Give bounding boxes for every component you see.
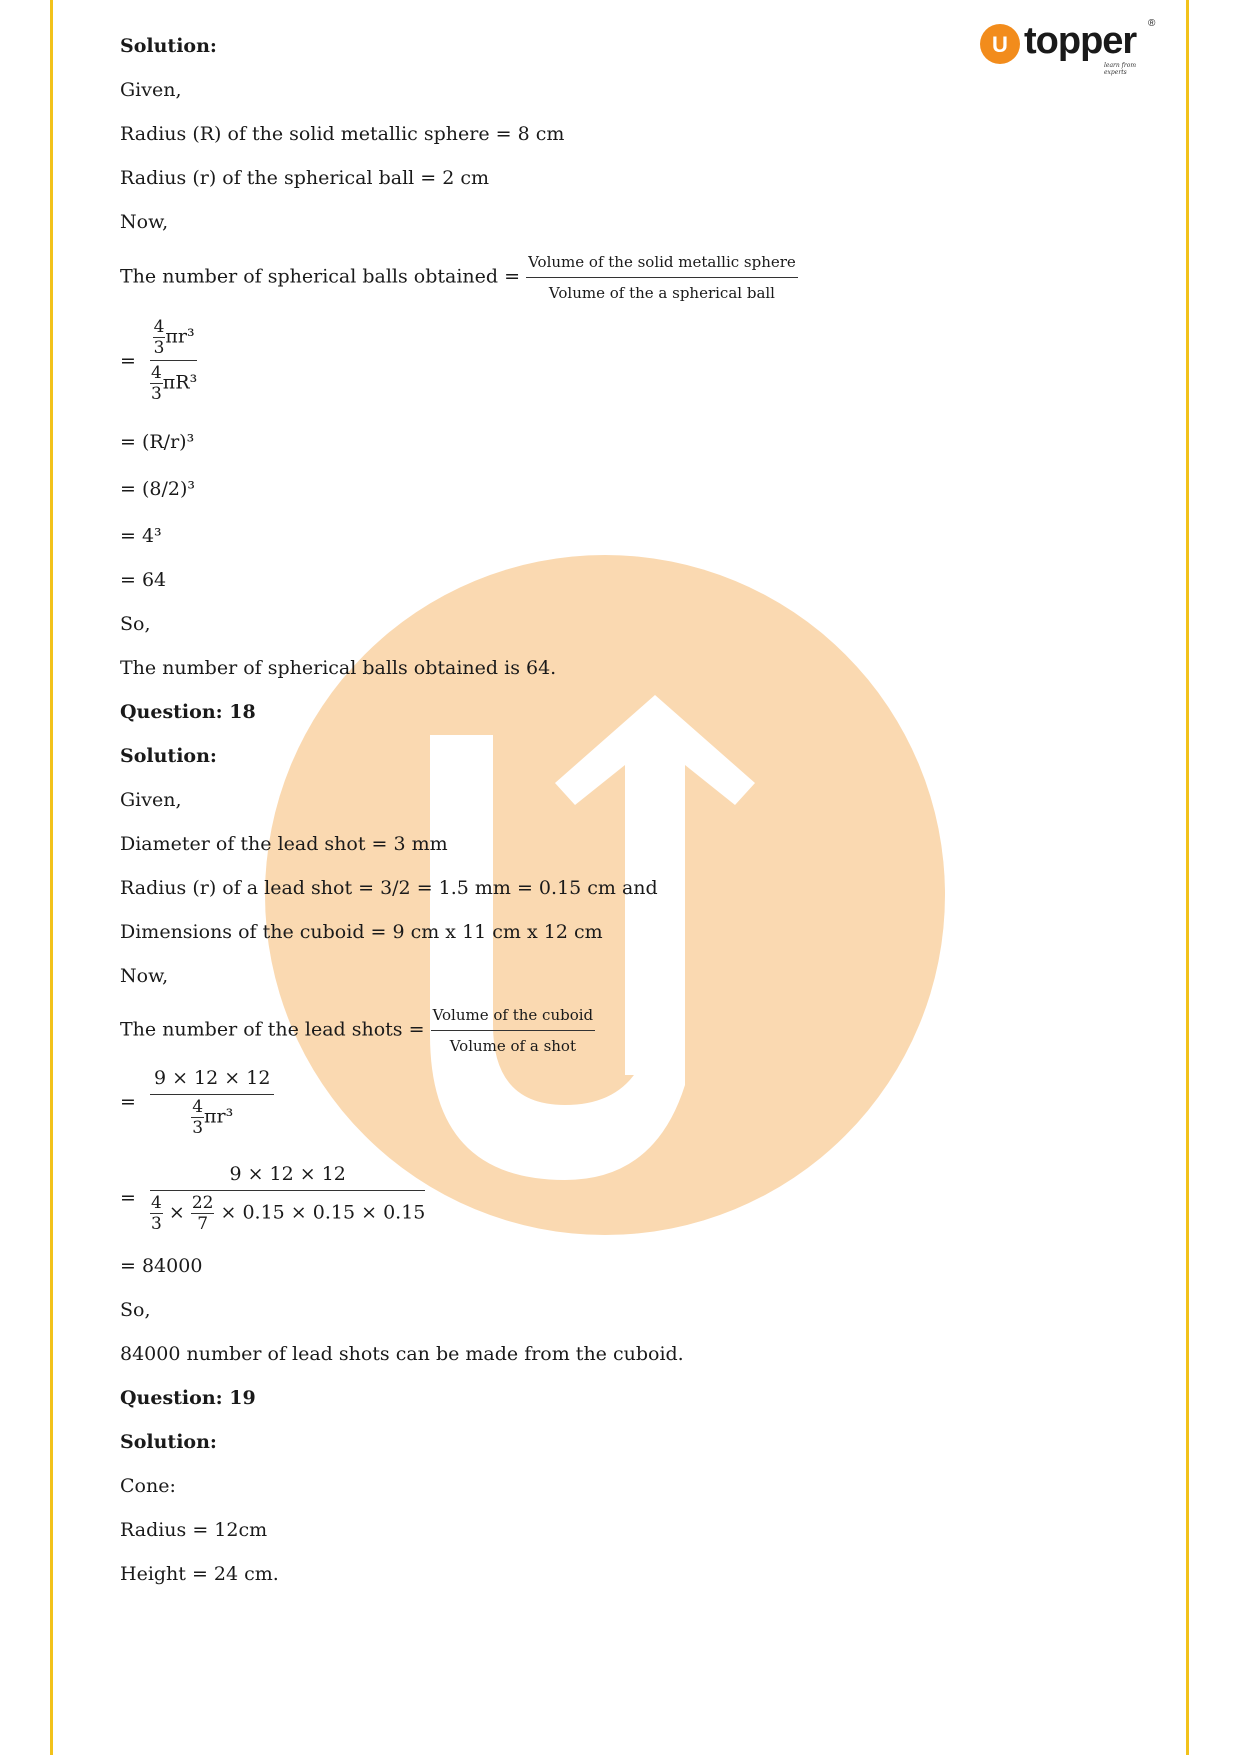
- result-step: = 64: [120, 569, 167, 591]
- brand-registered: ®: [1148, 18, 1156, 29]
- given-label: Given,: [120, 789, 182, 811]
- balls-conclusion: The number of spherical balls obtained is 64.: [120, 657, 557, 679]
- numeric-fraction: [150, 1162, 425, 1233]
- fraction-denominator: Volume of the a spherical ball: [548, 284, 775, 302]
- given-label: Given,: [120, 79, 182, 101]
- lead-shot-radius-text: Radius (r) of a lead shot = 3/2 = 1.5 mm = 0.15 cm and: [120, 877, 658, 899]
- lead-shots-conclusion: 84000 number of lead shots can be made from the cuboid.: [120, 1343, 684, 1365]
- lead-shots-formula: [120, 1003, 595, 1058]
- now-label: Now,: [120, 965, 169, 987]
- brand-logo-text: topper: [1024, 20, 1137, 62]
- power-step: = 4³: [120, 525, 162, 547]
- solution-heading: Solution:: [120, 745, 217, 767]
- fraction-numerator: Volume of the solid metallic sphere: [526, 250, 798, 278]
- cone-height-text: Height = 24 cm.: [120, 1563, 279, 1585]
- ball-radius-text: Radius (r) of the spherical ball = 2 cm: [120, 167, 490, 189]
- numeric-substitution-step: [120, 1162, 425, 1233]
- solution-heading: Solution:: [120, 35, 217, 57]
- so-label: So,: [120, 1299, 151, 1321]
- lead-shots-lead: The number of the lead shots =: [120, 1018, 425, 1041]
- brand-tagline: learn from experts: [1104, 62, 1137, 76]
- equals-sign: =: [120, 349, 136, 372]
- sphere-radius-text: Radius (R) of the solid metallic sphere = 8 cm: [120, 123, 565, 145]
- ratio-step: = (R/r)³: [120, 431, 195, 453]
- svg-text:U: U: [992, 32, 1008, 57]
- equals-sign: =: [120, 1090, 136, 1113]
- question-18-heading: Question: 18: [120, 701, 256, 723]
- question-19-heading: Question: 19: [120, 1387, 256, 1409]
- sphere-volume-fraction: [150, 318, 197, 403]
- cone-label: Cone:: [120, 1475, 176, 1497]
- fraction-numerator: 9 × 12 × 12: [150, 1066, 274, 1095]
- now-label: Now,: [120, 211, 169, 233]
- fraction-denominator: $\frac{4}{3}$ × $\frac{22}{7}$ × 0.15 × 0.15 × 0.15: [150, 1193, 426, 1234]
- cuboid-volume-step: [120, 1066, 274, 1137]
- cuboid-dimensions-text: Dimensions of the cuboid = 9 cm x 11 cm x 12 cm: [120, 921, 603, 943]
- so-label: So,: [120, 613, 151, 635]
- equals-sign: =: [120, 1186, 136, 1209]
- cuboid-over-shot-fraction: [150, 1066, 274, 1137]
- balls-count-lead: The number of spherical balls obtained =: [120, 265, 521, 288]
- volume-fraction-step: [120, 318, 197, 403]
- cuboid-ratio-fraction: [431, 1003, 596, 1058]
- fraction-numerator: $\frac{4}{3}$ πr³: [150, 318, 197, 361]
- fraction-denominator: $\frac{4}{3}$ πr³: [192, 1097, 234, 1138]
- fraction-denominator: $\frac{4}{3}$ πR³: [150, 363, 198, 404]
- fraction-numerator: Volume of the cuboid: [431, 1003, 596, 1031]
- lead-shots-result: = 84000: [120, 1255, 203, 1277]
- volume-ratio-fraction: [526, 250, 798, 305]
- solution-heading: Solution:: [120, 1431, 217, 1453]
- fraction-numerator: 9 × 12 × 12: [150, 1162, 425, 1191]
- cone-radius-text: Radius = 12cm: [120, 1519, 268, 1541]
- balls-count-formula: [120, 250, 798, 305]
- lead-shot-diameter-text: Diameter of the lead shot = 3 mm: [120, 833, 448, 855]
- fraction-denominator: Volume of a shot: [449, 1037, 576, 1055]
- substitution-step: = (8/2)³: [120, 478, 195, 500]
